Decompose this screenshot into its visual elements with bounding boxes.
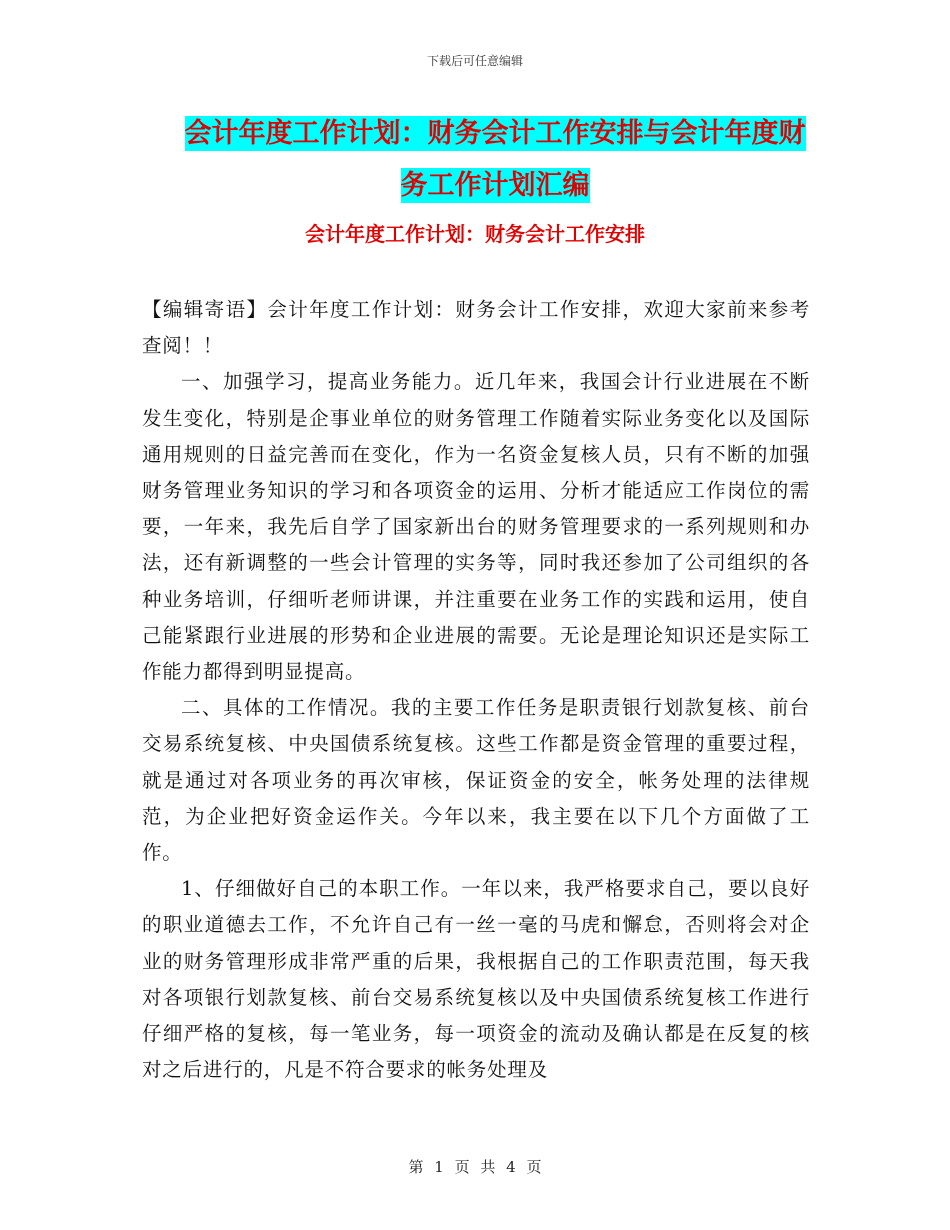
editor-note-paragraph: 【编辑寄语】会计年度工作计划：财务会计工作安排，欢迎大家前来参考查阅！！: [142, 298, 810, 358]
body-paragraph: 1、仔细做好自己的本职工作。一年以来，我严格要求自己，要以良好的职业道德去工作，不允许自己有一丝一毫的马虎和懈怠，否则将会对企业的财务管理形成非常严重的后果，我根据自己的工作职责范围，每天我对各项银行划款复核、前台交易系统复核以及中央国债系统复核工作进行仔细严格的复核，每一笔业务，每一项资金的流动及确认都是在反复的核对之后进行的，凡是不符合要求的帐务处理及: [142, 877, 810, 1082]
document-title-line-1: 会计年度工作计划：财务会计工作安排与会计年度财: [184, 118, 806, 149]
header-note: 下载后可任意编辑: [426, 54, 523, 68]
document-title: [150, 108, 840, 212]
page-number: 第 1 页 共 4 页: [408, 1158, 542, 1176]
document-body: [142, 292, 810, 1088]
document-title-line-2: 务工作计划汇编: [400, 170, 590, 201]
body-paragraph: 一、加强学习，提高业务能力。近几年来，我国会计行业进展在不断发生变化，特别是企事业单位的财务管理工作随着实际业务变化以及国际通用规则的日益完善而在变化，作为一名资金复核人员，只有不断的加强财务管理业务知识的学习和各项资金的运用、分析才能适应工作岗位的需要，一年来，我先后自学了国家新出台的财务管理要求的一系列规则和办法，还有新调整的一些会计管理的实务等，同时我还参加了公司组织的各种业务培训，仔细听老师讲课，并注重要在业务工作的实践和运用，使自己能紧跟行业进展的形势和企业进展的需要。无论是理论知识还是实际工作能力都得到明显提高。: [142, 370, 810, 684]
body-paragraph: 二、具体的工作情况。我的主要工作任务是职责银行划款复核、前台交易系统复核、中央国债系统复核。这些工作都是资金管理的重要过程，就是通过对各项业务的再次审核，保证资金的安全，帐务处理的法律规范，为企业把好资金运作关。今年以来，我主要在以下几个方面做了工作。: [142, 696, 810, 865]
section-title: 会计年度工作计划：财务会计工作安排: [305, 222, 645, 246]
